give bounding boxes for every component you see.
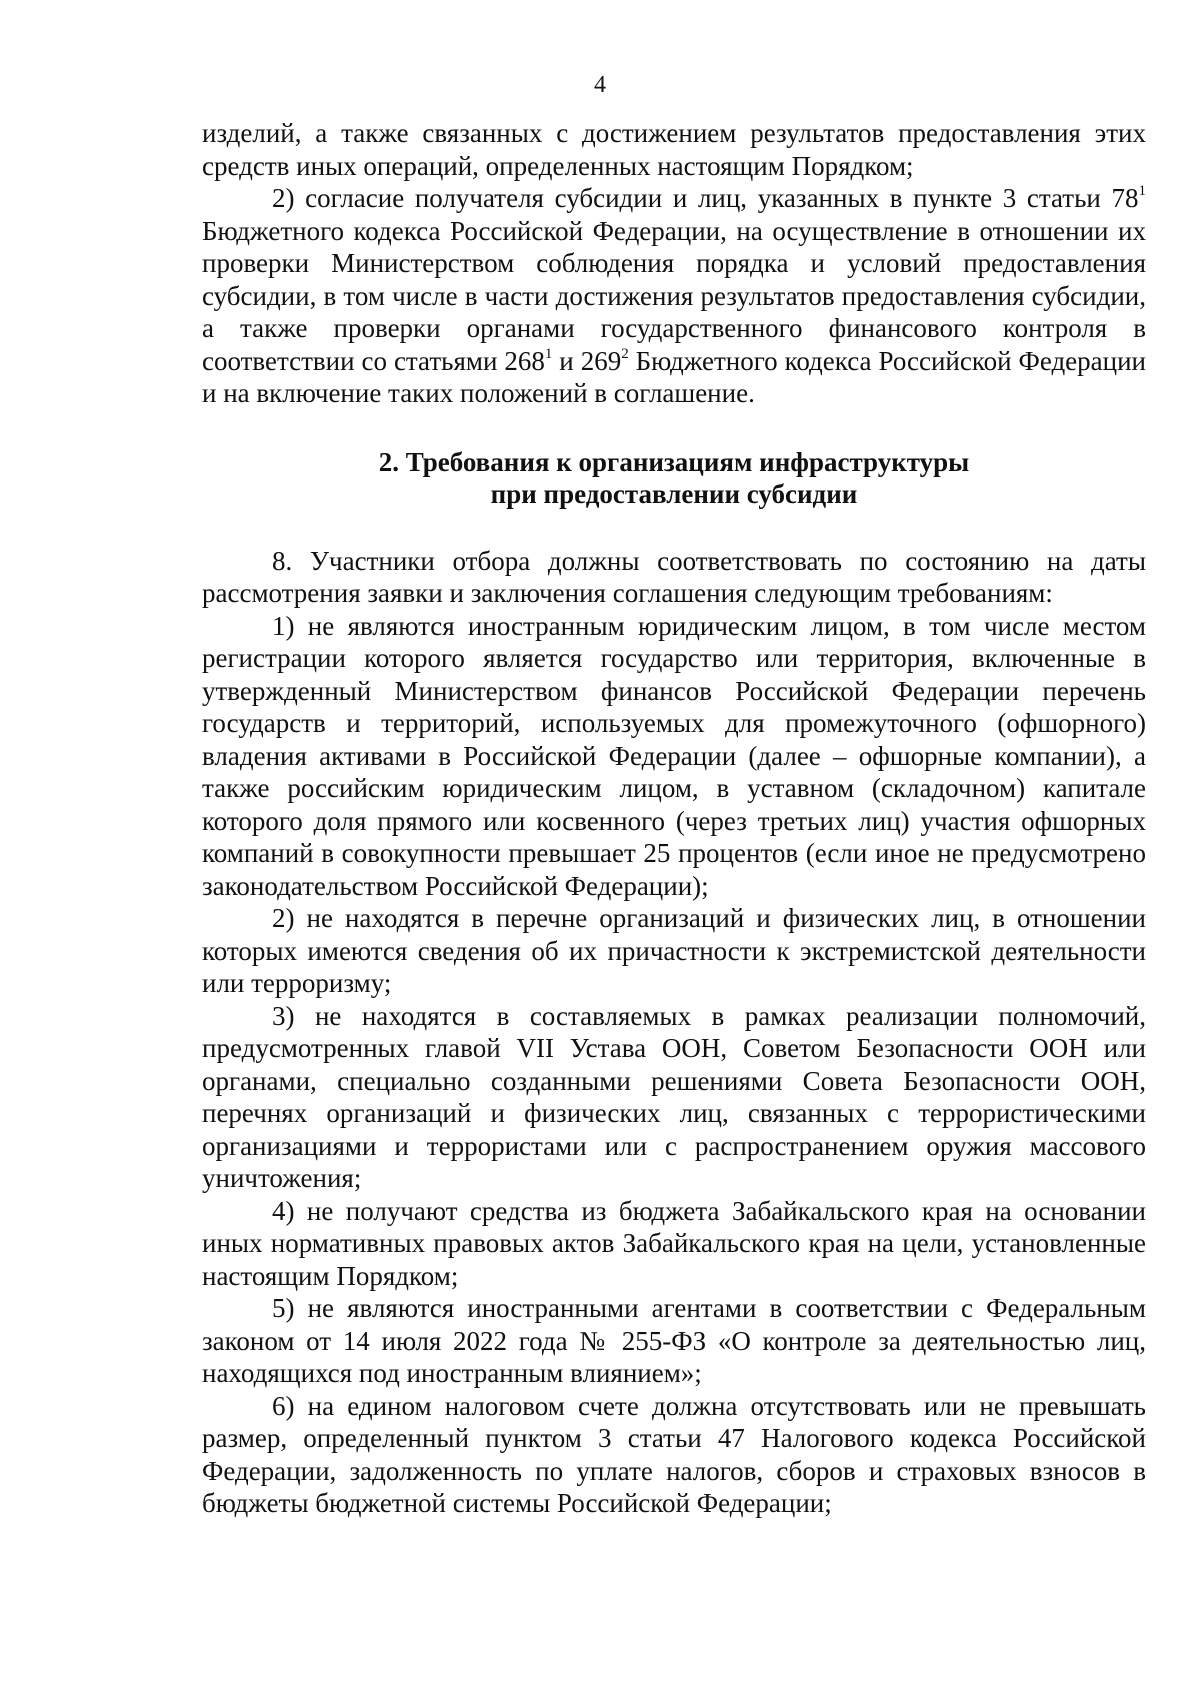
paragraph <box>202 182 1146 410</box>
paragraph-text: 8. Участники отбора должны соответствовать по состоянию на даты рассмотрения заявки и заключения соглашения следующим требованиям: <box>202 545 1146 608</box>
paragraph-text: Бюджетного кодекса Российской Федерации и на включение таких положений в соглашение. <box>202 345 1146 408</box>
paragraph-text: 1) не являются иностранным юридическим лицом, в том числе местом регистрации которого является государство или территория, включенные в утвержденный Министерством финансов Российской Федерации перечень государств и территорий, используемых для промежуточного (офшорного) владения активами в Российской Федерации (далее – офшорные компании), а также российским юридическим лицом, в уставном (складочном) капитале которого доля прямого или косвенного (через третьих лиц) участия офшорных компаний в совокупности превышает 25 процентов (если иное не предусмотрено законодательством Российской Федерации); <box>202 610 1146 901</box>
paragraph <box>202 1195 1146 1293</box>
paragraph <box>202 610 1146 903</box>
paragraph-text: 6) на едином налоговом счете должна отсутствовать или не превышать размер, определенный пунктом 3 статьи 47 Налогового кодекса Российской Федерации, задолженность по уплате налогов, сборов и страховых взносов в бюджеты бюджетной системы Российской Федерации; <box>202 1390 1146 1518</box>
paragraph-text: 5) не являются иностранными агентами в соответствии с Федеральным законом от 14 июля 2022 года № 255-ФЗ «О контроле за деятельностью лиц, находящихся под иностранным влиянием»; <box>202 1293 1146 1388</box>
paragraph <box>202 1292 1146 1390</box>
paragraph-text: 2) не находятся в перечне организаций и физических лиц, в отношении которых имеются сведения об их причастности к экстремистской деятельности или терроризму; <box>202 903 1146 998</box>
superscript: 1 <box>1138 183 1146 199</box>
paragraph-text: 4) не получают средства из бюджета Забайкальского края на основании иных нормативных правовых актов Забайкальского края на цели, установленные настоящим Порядком; <box>202 1195 1146 1291</box>
paragraph-text: Бюджетного кодекса Российской Федерации, на осуществление в отношении их проверки Министерством соблюдения порядка и условий предоставления субсидии, в том числе в части достижения результатов предоставления субсидии, а также проверки органами государственного финансового контроля в соответствии со статьями 268 <box>202 215 1146 376</box>
paragraph-text: 3) не находятся в составляемых в рамках реализации полномочий, предусмотренных главой VII Устава ООН, Советом Безопасности ООН или органами, специально созданными решениями Совета Безопасности ООН, перечнях организаций и физических лиц, связанных с террористическими организациями и террористами или с распространением оружия массового уничтожения; <box>202 1000 1146 1193</box>
paragraphs-after-heading <box>202 545 1146 1520</box>
superscript: 2 <box>621 345 629 362</box>
page-number: 4 <box>594 72 606 98</box>
paragraph <box>202 1390 1146 1520</box>
paragraph-text: изделий, а также связанных с достижением результатов предоставления этих средств иных операций, определенных настоящим Порядком; <box>202 118 1146 181</box>
document-body <box>202 117 1146 1520</box>
section-heading-line-1: 2. Требования к организациям инфраструктуры <box>378 446 970 477</box>
paragraph-text: и 269 <box>552 345 622 376</box>
paragraph-text: 2) согласие получателя субсидии и лиц, указанных в пункте 3 статьи 78 <box>272 183 1139 213</box>
paragraph <box>202 117 1146 182</box>
section-heading-line-2: при предоставлении субсидии <box>490 479 858 509</box>
superscript: 1 <box>544 345 553 362</box>
paragraph <box>202 1000 1146 1195</box>
paragraphs-before-heading <box>202 117 1146 410</box>
paragraph <box>202 545 1146 610</box>
section-heading <box>202 446 1146 511</box>
paragraph <box>202 902 1146 1000</box>
